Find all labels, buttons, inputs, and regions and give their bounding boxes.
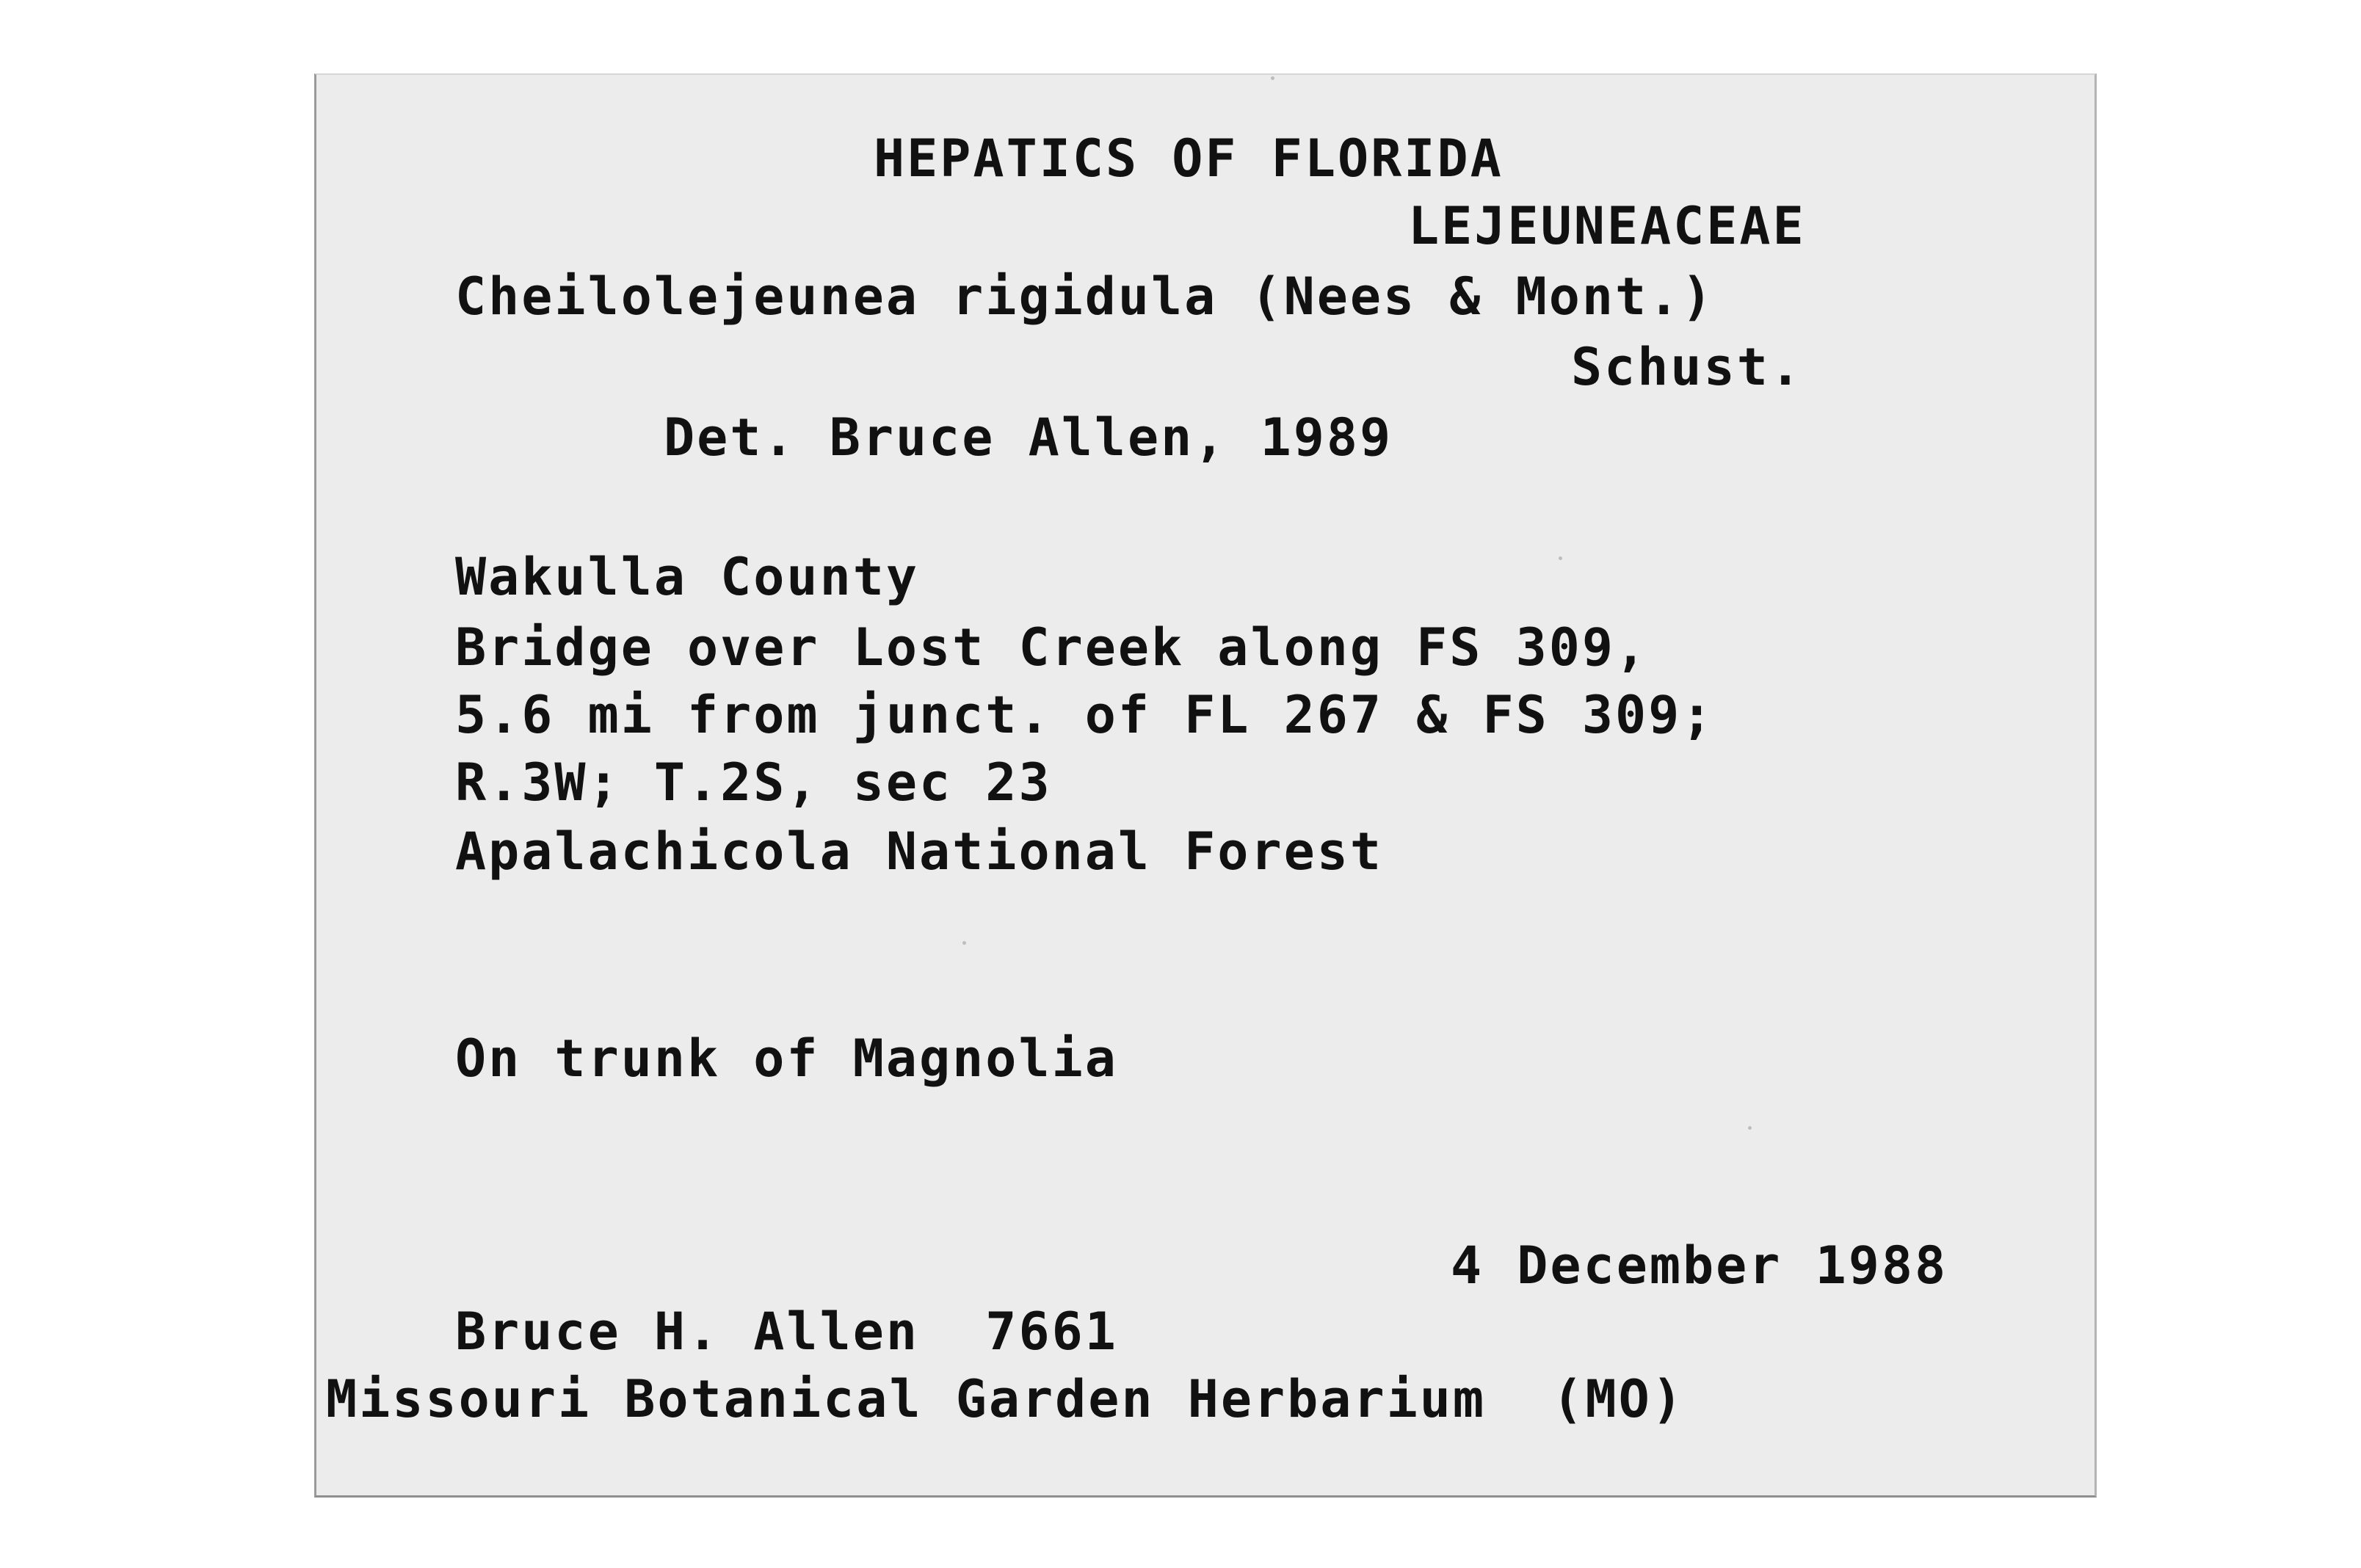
- paper-speck: [1748, 1126, 1752, 1130]
- locality-line-1: Bridge over Lost Creek along FS 309,: [455, 617, 1649, 678]
- locality-line-2: 5.6 mi from junct. of FL 267 & FS 309;: [455, 685, 1715, 745]
- collector-line: Bruce H. Allen 7661: [455, 1302, 1118, 1362]
- family-name: LEJEUNEACEAE: [1408, 196, 1806, 256]
- label-title: HEPATICS OF FLORIDA: [874, 128, 1504, 189]
- paper-speck: [1271, 76, 1274, 80]
- paper-speck: [962, 941, 966, 945]
- county-line: Wakulla County: [455, 547, 920, 607]
- species-name: Cheilolejeunea rigidula (Nees & Mont.): [455, 266, 1715, 327]
- paper-speck: [1559, 556, 1562, 560]
- locality-line-3: R.3W; T.2S, sec 23: [455, 752, 1052, 813]
- institution-line: Missouri Botanical Garden Herbarium (MO): [326, 1369, 1685, 1429]
- collection-date: 4 December 1988: [1451, 1235, 1948, 1296]
- determination-line: Det. Bruce Allen, 1989: [664, 407, 1393, 468]
- habitat-line: On trunk of Magnolia: [455, 1028, 1118, 1089]
- species-authority: Schust.: [1571, 337, 1804, 397]
- locality-line-4: Apalachicola National Forest: [455, 821, 1384, 882]
